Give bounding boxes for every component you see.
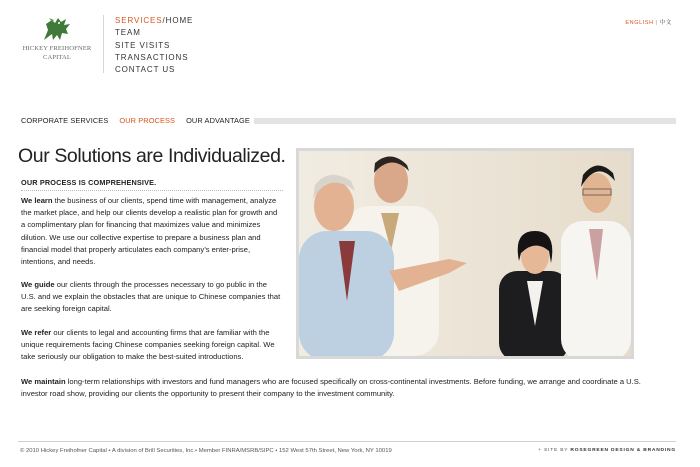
logo-line-2: CAPITAL	[42, 54, 71, 61]
paragraph-we-guide	[21, 279, 283, 316]
language-switcher	[625, 18, 672, 26]
nav-transactions[interactable]: TRANSACTIONS	[115, 52, 189, 62]
dotted-divider	[21, 190, 283, 191]
paragraph-text: our clients through the processes necessary to go public in the U.S. and we explain the obstacles that are unique to Chinese companies that are seeking foreign capital.	[21, 280, 281, 314]
logo-text	[18, 44, 96, 62]
credit-brand-link[interactable]: ROSEGREEN DESIGN & BRANDING	[570, 448, 676, 453]
logo-line-1: HICKEY FREIHOFNER	[22, 45, 92, 52]
subnav-corporate-services[interactable]: CORPORATE SERVICES	[21, 116, 109, 125]
sub-nav	[21, 116, 261, 125]
credit-prefix: + SITE BY	[538, 448, 569, 453]
footer-divider	[18, 441, 676, 442]
paragraph-lead: We maintain	[21, 377, 66, 386]
paragraph-text: long-term relationships with investors and fund managers who are focused specifically on cross-continental investments. Before funding, we arrange and coordinate a U.S. investor road show, providing our clients the opportunity to present their company to the investment community.	[21, 377, 641, 399]
nav-services-label[interactable]: SERVICES	[115, 16, 163, 25]
paragraph-text: the business of our clients, spend time with management, analyze the market place, and help our clients develop a realistic plan for growth and a complimentary plan for financing that maximizes value and minimizes dilution. We use our collective expertise to prepare a business plan and financial model that properly articulates each company’s enter-prise, intentions, and needs.	[21, 196, 278, 267]
nav-team[interactable]: TEAM	[115, 28, 141, 38]
lang-english[interactable]: ENGLISH	[625, 20, 654, 26]
nav-services-home[interactable]	[115, 15, 193, 27]
subnav-bar	[254, 118, 676, 124]
subnav-our-process[interactable]: OUR PROCESS	[119, 116, 176, 125]
lang-separator: |	[655, 20, 658, 26]
paragraph-lead: We refer	[21, 328, 52, 337]
paragraph-we-refer	[21, 327, 283, 364]
lang-chinese[interactable]: 中文	[659, 20, 672, 26]
page-headline: Our Solutions are Individualized.	[18, 145, 286, 167]
paragraph-text: our clients to legal and accounting firms that are familiar with the unique requirements facing Chinese companies seeking foreign capital. We take seriously our obligation to make the best-suited introductions.	[21, 328, 275, 362]
section-subheading: OUR PROCESS IS COMPREHENSIVE.	[21, 178, 157, 187]
nav-site-visits[interactable]: SITE VISITS	[115, 40, 171, 50]
paragraph-lead: We learn	[21, 196, 53, 205]
subnav-our-advantage[interactable]: OUR ADVANTAGE	[186, 116, 250, 125]
nav-home-label[interactable]: HOME	[165, 16, 194, 25]
paragraph-lead: We guide	[21, 280, 55, 289]
nav-contact-us[interactable]: CONTACT US	[115, 65, 176, 75]
nav-separator: /	[162, 16, 166, 25]
main-nav	[115, 15, 193, 76]
team-meeting-illustration	[299, 151, 631, 356]
paragraph-we-learn	[21, 195, 283, 268]
footer-copyright: © 2010 Hickey Freihofner Capital • A division of Brill Securities, Inc.• Member FINRA/MSRB/SIPC • 152 West 57th Street, New York, NY 10019	[20, 448, 392, 454]
logo[interactable]	[18, 16, 96, 62]
team-meeting-photo	[296, 148, 634, 359]
paragraph-we-maintain	[21, 376, 661, 400]
header-divider	[103, 15, 104, 73]
footer-credit	[538, 448, 676, 453]
griffin-logo-icon	[40, 16, 74, 42]
